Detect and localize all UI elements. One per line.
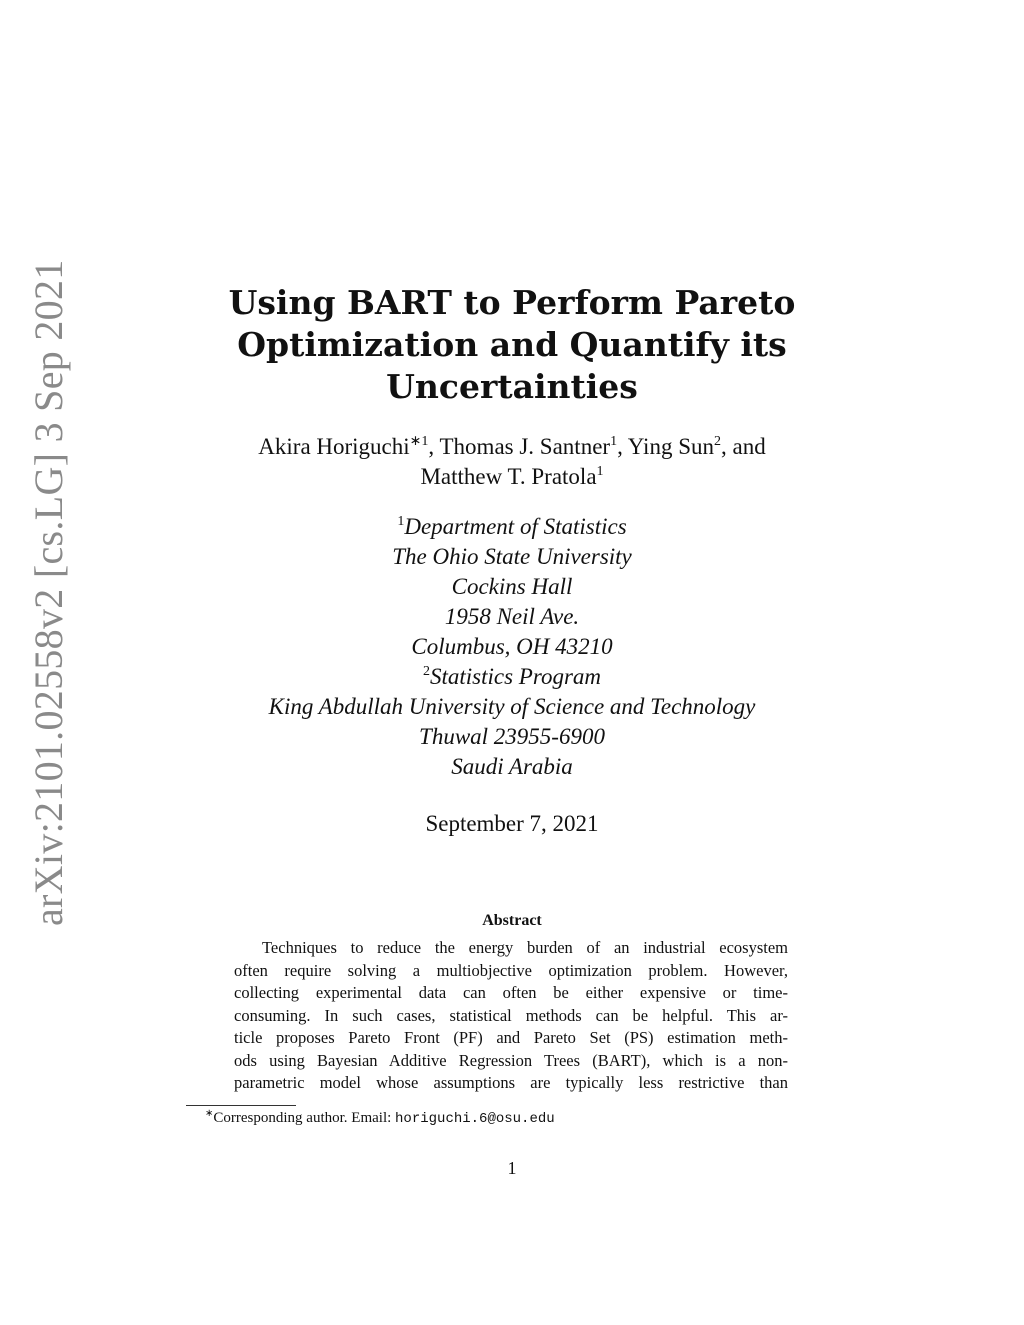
title-line: Optimization and Quantify its: [237, 325, 787, 364]
author-mark: 2: [714, 434, 721, 449]
affiliation-line: Thuwal 23955-6900: [419, 724, 605, 749]
abstract-line: parametric model whose assumptions are typically less restrictive than: [234, 1073, 788, 1092]
author-name: Matthew T. Pratola: [420, 464, 597, 489]
author-mark: ∗1: [409, 434, 429, 449]
abstract-heading: Abstract: [482, 912, 542, 929]
affiliation-line: $^2$Statistics Program: [422, 664, 602, 689]
affiliation-line: Columbus, OH 43210: [411, 634, 613, 659]
affiliation-mark: 2: [422, 664, 430, 679]
author-list: [0, 432, 1024, 492]
author-name: Ying Sun: [627, 434, 714, 459]
publication-date: September 7, 2021: [425, 811, 599, 836]
paper-title: [0, 282, 1024, 408]
author-conjunction: and: [732, 434, 766, 459]
footnote-text: Corresponding author. Email:: [213, 1110, 396, 1126]
abstract-body: [234, 937, 788, 1095]
author-name: Thomas J. Santner: [439, 434, 611, 459]
footnote-mark: ∗: [205, 1108, 214, 1119]
affiliation-line: $^1$Department of Statistics: [397, 514, 627, 539]
footnote-email[interactable]: horiguchi.6@osu.edu: [395, 1111, 555, 1127]
author-name: Akira Horiguchi: [258, 434, 410, 459]
affiliation-line: The Ohio State University: [392, 544, 632, 569]
title-line: Using BART to Perform Pareto: [228, 283, 796, 322]
arxiv-identifier: arXiv:2101.02558v2 [cs.LG] 3 Sep 2021: [26, 259, 71, 926]
affiliations: [0, 512, 1024, 782]
abstract-line: consuming. In such cases, statistical methods can be helpful. This ar-: [234, 1005, 788, 1025]
abstract-line: ods using Bayesian Additive Regression Trees (BART), which is a non-: [234, 1050, 788, 1070]
footnote: [205, 1110, 555, 1127]
author-line: [0, 462, 1024, 492]
author-mark: 1: [596, 464, 604, 479]
affiliation-line: 1958 Neil Ave.: [444, 604, 580, 629]
abstract-line: ticle proposes Pareto Front (PF) and Pareto Set (PS) estimation meth-: [234, 1028, 788, 1047]
affiliation-line: Saudi Arabia: [451, 754, 573, 779]
affiliation-line: Cockins Hall: [451, 574, 573, 599]
affiliation-line: King Abdullah University of Science and Technology: [268, 694, 756, 719]
abstract-line: often require solving a multiobjective optimization problem. However,: [234, 960, 788, 980]
author-mark: 1: [610, 434, 618, 449]
footnote-rule: [186, 1105, 296, 1106]
page-number: 1: [507, 1158, 517, 1178]
abstract-line: Techniques to reduce the energy burden of an industrial ecosystem: [262, 938, 788, 957]
abstract-line: collecting experimental data can often be either expensive or time-: [234, 983, 788, 1002]
author-line: Akira Horiguchi$^{∗1}$, Thomas J. Santner$^1$, Ying Sun$^2$, and: [258, 434, 766, 459]
title-line: Uncertainties: [386, 367, 638, 406]
affiliation-mark: 1: [397, 514, 405, 529]
